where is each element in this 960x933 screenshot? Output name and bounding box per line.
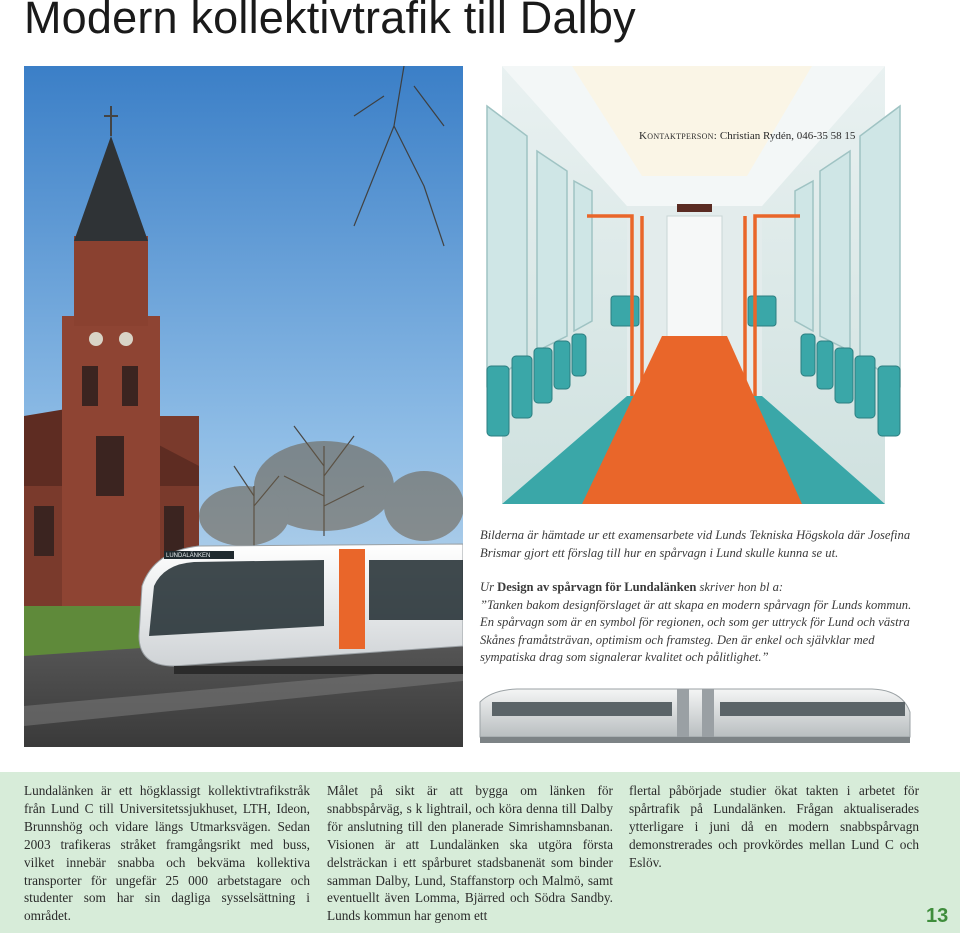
body-column-3: flertal påbörjade studier ökat takten i arbetet för spårtrafik på Lundalänken. Frågan aktualiserades ytterligare i juni då en modern snabbspårvagn demonstrerades och provkördes mellan Lund C och Eslöv. [629, 783, 919, 870]
body-column-2: Målet på sikt är att bygga om länken för snabbspårväg, s k lightrail, och köra denna till Dalby för anslutning till den planerade Simrishamnsbanan. Visionen är att Lundalänken ska utgöra första delsträckan i ett spårburet stadsbanenät som binder samman Dalby, Lund, Staffanstorp och Malmö, samt eventuellt även Lomma, Bjärred och Södra Sandby. Lunds kommun har genom ett [327, 783, 613, 924]
thesis-title: Design av spårvagn för Lundalänken [497, 580, 697, 594]
body-column-1: Lundalänken är ett högklassigt kollektivtrafikstråk från Lund C till Universitetssjukhuset, LTH, Ideon, Brunnshög och vidare längs Utmarksvägen. Sedan 2003 trafikeras stråket framgångsrikt med buss, vilket innebär snabba och bekväma kollektiva transporter för ungefär 25 000 arbetstagare och studenter som har sin dagliga sysselsättning i området. [24, 783, 310, 924]
photo-caption [480, 527, 920, 562]
quote-intro-prefix: Ur [480, 580, 498, 594]
side-view-illustration [472, 672, 915, 750]
quote-intro [480, 579, 920, 597]
quote-body: ”Tanken bakom designförslaget är att skapa en modern spårvagn för Lunds kommun. En spårvagn som är en symbol för regionen, och som ger uttryck för Lund och västra Skånes framåtsträvan, optimism och framsteg. Den är enkel och självklar med sympatiska drag som signalerar kvalitet och pålitlighet.” [480, 597, 912, 664]
page-title: Modern kollektivtrafik till Dalby [24, 0, 636, 43]
city-tram-photo [24, 66, 463, 747]
page-number: 13 [926, 905, 949, 927]
tram-side-view [472, 672, 915, 750]
contact-line [639, 130, 855, 142]
caption-source-text: Bilderna är hämtade ur ett examensarbete vid Lunds Tekniska Högskola där Josefina Brismar gjort ett förslag till hur en spårvagn i Lund skulle kunna se ut. [480, 528, 911, 560]
contact-label: Kontaktperson: [639, 130, 718, 142]
body-text-panel [0, 772, 960, 933]
city-tram-illustration [24, 66, 463, 747]
quote-intro-suffix: skriver hon bl a: [696, 580, 784, 594]
contact-value: Christian Rydén, 046-35 58 15 [719, 130, 856, 142]
tram-destination-sign: LUNDALÄNKEN [166, 553, 211, 559]
design-quote [480, 579, 920, 667]
